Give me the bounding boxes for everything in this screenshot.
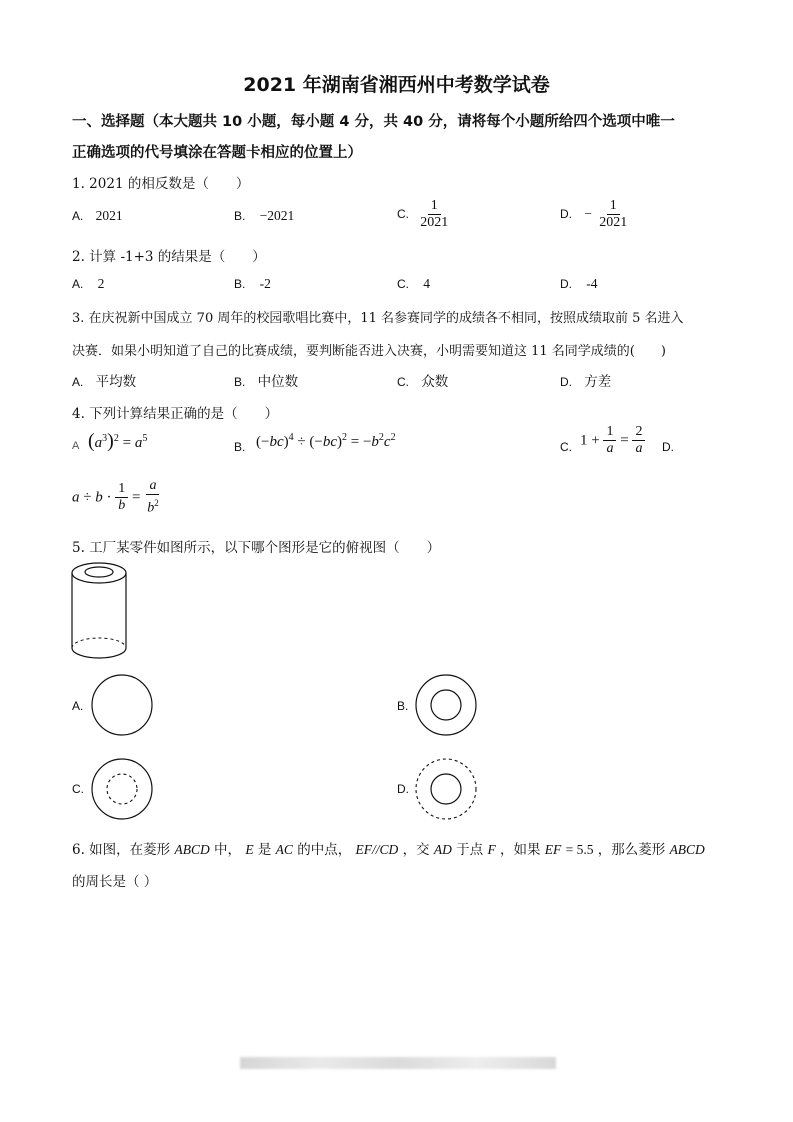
q6-text: ，如果 bbox=[500, 842, 541, 858]
option-label: A. bbox=[72, 277, 84, 291]
q6-text: 6. 如图，在菱形 bbox=[72, 842, 171, 858]
q5-option-b-label: B. bbox=[397, 699, 409, 713]
q5-option-a-label: A. bbox=[72, 699, 84, 713]
q4-option-c-formula: 1 + $\frac{1}{a}$ = $\frac{2}{a}$ bbox=[580, 424, 645, 457]
option-label: C. bbox=[397, 207, 409, 221]
q3-option-a bbox=[72, 370, 136, 390]
option-value: 2 bbox=[97, 276, 105, 291]
q4-option-c-label: C. bbox=[560, 440, 572, 454]
q6-stem-line1 bbox=[72, 838, 705, 858]
q2-option-a bbox=[72, 276, 104, 292]
option-label: B. bbox=[234, 209, 246, 223]
numerator: 1 bbox=[607, 198, 620, 215]
q6-var-abcd: ABCD bbox=[669, 842, 705, 857]
q5-option-d-figure bbox=[414, 757, 478, 821]
q1-stem: 1. 2021 的相反数是（ ） bbox=[72, 176, 250, 192]
fraction bbox=[417, 198, 451, 231]
q2-option-b bbox=[234, 276, 271, 292]
option-label: A. bbox=[72, 209, 84, 223]
option-value: -4 bbox=[586, 276, 598, 291]
q4-option-d-label: D. bbox=[662, 440, 674, 454]
q6-var-ac: AC bbox=[275, 842, 293, 857]
q1-option-b bbox=[234, 208, 294, 224]
denominator: 2021 bbox=[599, 215, 628, 230]
option-label: B. bbox=[234, 277, 246, 291]
q4-option-a-formula: $(a^3)^2 = a^5$ bbox=[88, 430, 148, 452]
option-label: B. bbox=[234, 375, 246, 389]
option-label: D. bbox=[560, 207, 572, 221]
blurred-footer bbox=[240, 1057, 556, 1069]
q3-option-c bbox=[397, 370, 448, 390]
q2-option-d bbox=[560, 276, 598, 292]
option-value: 4 bbox=[423, 276, 431, 291]
numerator: 1 bbox=[428, 198, 441, 215]
option-label: D. bbox=[560, 375, 572, 389]
section-heading-line2: 正确选项的代号填涂在答题卡相应的位置上） bbox=[72, 145, 362, 161]
q6-var-ad: AD bbox=[433, 842, 452, 857]
q5-option-b-figure bbox=[414, 673, 478, 737]
q1-option-c bbox=[397, 198, 451, 231]
option-label: C. bbox=[397, 277, 409, 291]
option-value: 方差 bbox=[584, 374, 612, 390]
section-heading-line1: 一、选择题（本大题共 10 小题，每小题 4 分，共 40 分，请将每个小题所给四个选项中唯一 bbox=[72, 114, 675, 130]
q6-var-e: E bbox=[245, 842, 254, 857]
q6-text: ，交 bbox=[402, 842, 430, 858]
option-label: C. bbox=[397, 375, 409, 389]
q4-option-d-formula: a ÷ b · $\frac{1}{b}$ = $\frac{a}{b^2}$ bbox=[72, 478, 159, 516]
q6-var-ef: EF bbox=[544, 842, 562, 857]
q5-option-c-label: C. bbox=[72, 782, 84, 796]
q3-stem-line2: 决赛．如果小明知道了自己的比赛成绩，要判断能否进入决赛，小明需要知道这 11 名同学成绩的( ) bbox=[72, 344, 666, 359]
q1-option-d bbox=[560, 198, 630, 231]
q6-text: 是 bbox=[257, 842, 272, 858]
q6-text: 中， bbox=[214, 842, 242, 858]
minus-sign: − bbox=[584, 206, 592, 221]
q6-text: ，那么菱形 bbox=[597, 842, 666, 858]
option-label: D. bbox=[560, 277, 572, 291]
hollow-cylinder-figure bbox=[70, 562, 132, 662]
q6-stem-line2: 的周长是（ ） bbox=[72, 874, 158, 890]
q5-option-d-label: D. bbox=[397, 782, 409, 796]
option-label: A. bbox=[72, 375, 84, 389]
q3-stem-line1: 3. 在庆祝新中国成立 70 周年的校园歌唱比赛中，11 名参赛同学的成绩各不相同，按照成绩取前 5 名进入 bbox=[72, 311, 684, 326]
q3-option-d bbox=[560, 370, 611, 390]
q5-option-a-figure bbox=[90, 673, 154, 737]
q2-option-c bbox=[397, 276, 430, 292]
option-value: 中位数 bbox=[257, 374, 299, 390]
q6-var-abcd: ABCD bbox=[174, 842, 210, 857]
q6-value: = 5.5 bbox=[565, 842, 594, 857]
fraction bbox=[596, 198, 630, 231]
option-value: −2021 bbox=[259, 208, 295, 223]
q4-option-b-formula: $(-bc)^4 \div (-bc)^2 = -b^2c^2$ bbox=[256, 432, 396, 450]
page-title: 2021 年湖南省湘西州中考数学试卷 bbox=[243, 74, 550, 96]
option-value: -2 bbox=[259, 276, 271, 291]
option-value: 众数 bbox=[421, 374, 449, 390]
q5-stem: 5. 工厂某零件如图所示，以下哪个图形是它的俯视图（ ） bbox=[72, 540, 441, 556]
q4-option-a-label: A bbox=[72, 440, 80, 452]
q6-text: 于点 bbox=[456, 842, 484, 858]
q4-stem: 4. 下列计算结果正确的是（ ） bbox=[72, 406, 279, 422]
q4-option-b-label: B. bbox=[234, 440, 246, 454]
q6-var-f: F bbox=[487, 842, 496, 857]
q3-option-b bbox=[234, 370, 298, 390]
q6-var-efcd: EF//CD bbox=[355, 842, 399, 857]
denominator: 2021 bbox=[420, 215, 449, 230]
q5-option-c-figure bbox=[90, 757, 154, 821]
q2-stem: 2. 计算 -1+3 的结果是（ ） bbox=[72, 249, 266, 265]
option-value: 平均数 bbox=[95, 374, 137, 390]
option-value: 2021 bbox=[95, 208, 123, 223]
q1-option-a bbox=[72, 208, 123, 224]
q6-text: 的中点， bbox=[297, 842, 352, 858]
